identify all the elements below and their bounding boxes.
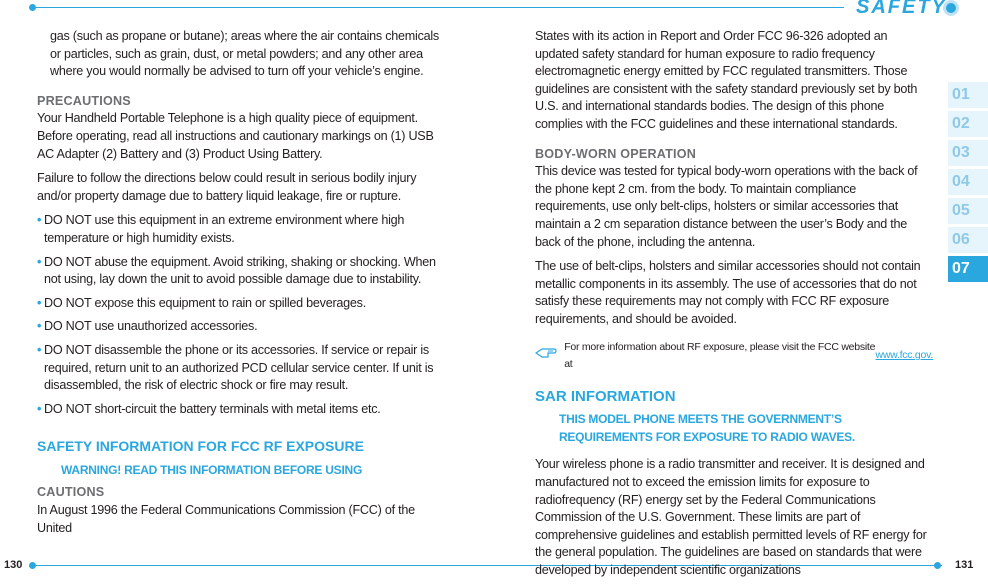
bullet-icon: • bbox=[37, 295, 42, 310]
tab-05[interactable]: 05 bbox=[948, 198, 988, 224]
list-item: • DO NOT disassemble the phone or its accessories. If service or repair is required, return unit to an authorized PCD cellular service center. If unit is disassembled, the risk of electric shock or fire may result. bbox=[37, 342, 434, 393]
bullet-icon: • bbox=[37, 401, 42, 416]
tab-01[interactable]: 01 bbox=[948, 82, 988, 108]
list-item: • DO NOT use this equipment in an extreme environment where high temperature or high humidity exists. bbox=[37, 213, 405, 245]
tab-07[interactable]: 07 bbox=[948, 256, 988, 282]
tab-04[interactable]: 04 bbox=[948, 169, 988, 195]
list-item: • DO NOT use unauthorized accessories. bbox=[37, 318, 441, 336]
precautions-heading: PRECAUTIONS bbox=[37, 93, 131, 108]
header-dot bbox=[946, 3, 956, 13]
bottom-rule-dot-left bbox=[29, 562, 36, 569]
sar-paragraph: Your wireless phone is a radio transmitter and receiver. It is designed and manufactured not to exceed the emission limits for exposure to radiofrequency (RF) energy set by the Federal Communications Commission of the U.S. Government. These limits are part of comprehensive guidelines and establish permitted levels of RF energy for the general population. The guidelines are based on standards that were developed by independent scientific organizations bbox=[535, 457, 927, 578]
tab-06[interactable]: 06 bbox=[948, 227, 988, 253]
intro-paragraph: gas (such as propane or butane); areas where the air contains chemicals or particles, such as grain, dust, or metal powders; and any other area where you would normally be advised to turn off your vehicle’s engine. bbox=[50, 29, 439, 79]
note-hand-icon bbox=[535, 347, 558, 366]
list-item: • DO NOT expose this equipment to rain or spilled beverages. bbox=[37, 295, 441, 313]
precautions-paragraph-2: Failure to follow the directions below could result in serious bodily injury and/or property damage due to battery liquid leakage, fire or rupture. bbox=[37, 171, 417, 203]
list-item: • DO NOT short-circuit the battery terminals with metal items etc. bbox=[37, 401, 441, 419]
top-rule-dot bbox=[29, 4, 36, 11]
fcc-heading: SAFETY INFORMATION FOR FCC RF EXPOSURE bbox=[37, 438, 364, 455]
chapter-tabs bbox=[948, 82, 988, 285]
fcc-warning: WARNING! READ THIS INFORMATION BEFORE USING bbox=[61, 462, 363, 477]
fcc-website-link[interactable]: www.fcc.gov. bbox=[875, 349, 933, 362]
bottom-rule-dot-right bbox=[934, 562, 941, 569]
body-worn-heading: BODY-WORN OPERATION bbox=[535, 146, 696, 161]
bullet-icon: • bbox=[37, 254, 42, 269]
note-text: For more information about RF exposure, please visit the FCC website at bbox=[564, 340, 876, 371]
page-number-right: 131 bbox=[955, 559, 974, 571]
tab-02[interactable]: 02 bbox=[948, 111, 988, 137]
sar-subheading-line2: REQUIREMENTS FOR EXPOSURE TO RADIO WAVES. bbox=[559, 429, 856, 444]
sar-heading: SAR INFORMATION bbox=[535, 387, 676, 405]
page-number-left: 130 bbox=[4, 559, 23, 571]
bullet-icon: • bbox=[37, 213, 42, 228]
tab-03[interactable]: 03 bbox=[948, 140, 988, 166]
top-rule-left bbox=[36, 7, 844, 8]
bullet-icon: • bbox=[37, 319, 42, 334]
bullet-icon: • bbox=[37, 342, 42, 357]
body-worn-paragraph-1: This device was tested for typical body-worn operations with the back of the phone kept 2 cm. from the body. To maintain compliance requirements, use only belt-clips, holsters or similar accessories that maintain a 2 cm separation distance between the user’s Body and the back of the phone, including the antenna. bbox=[535, 164, 918, 249]
list-item: • DO NOT abuse the equipment. Avoid striking, shaking or shocking. When not using, lay down the unit to avoid possible damage due to instability. bbox=[37, 254, 436, 287]
precautions-paragraph-1: Your Handheld Portable Telephone is a high quality piece of equipment. Before operating, read all instructions and cautionary markings on (1) USB AC Adapter (2) Battery and (3) Product Using Battery. bbox=[37, 111, 434, 161]
right-column bbox=[535, 28, 933, 587]
section-title: SAFETY bbox=[856, 0, 947, 18]
cautions-heading: CAUTIONS bbox=[37, 485, 105, 500]
cautions-paragraph: In August 1996 the Federal Communications Commission (FCC) of the United bbox=[37, 503, 415, 535]
fcc-continued-paragraph: States with its action in Report and Order FCC 96-326 adopted an updated safety standard for human exposure to radio frequency electromagnetic energy emitted by FCC regulated transmitters. Those guidelines are consistent with the safety standard previously set by both U.S. and international standards bodies. The design of this phone complies with the FCC guidelines and these international standards. bbox=[535, 29, 918, 131]
rf-note bbox=[535, 339, 933, 374]
sar-subheading-line1: THIS MODEL PHONE MEETS THE GOVERNMENT’S bbox=[559, 412, 842, 427]
body-worn-paragraph-2: The use of belt-clips, holsters and similar accessories should not contain metallic components in its assembly. The use of accessories that do not satisfy these requirements may not comply with FCC RF exposure requirements, and should be avoided. bbox=[535, 259, 921, 326]
left-column bbox=[37, 28, 441, 544]
